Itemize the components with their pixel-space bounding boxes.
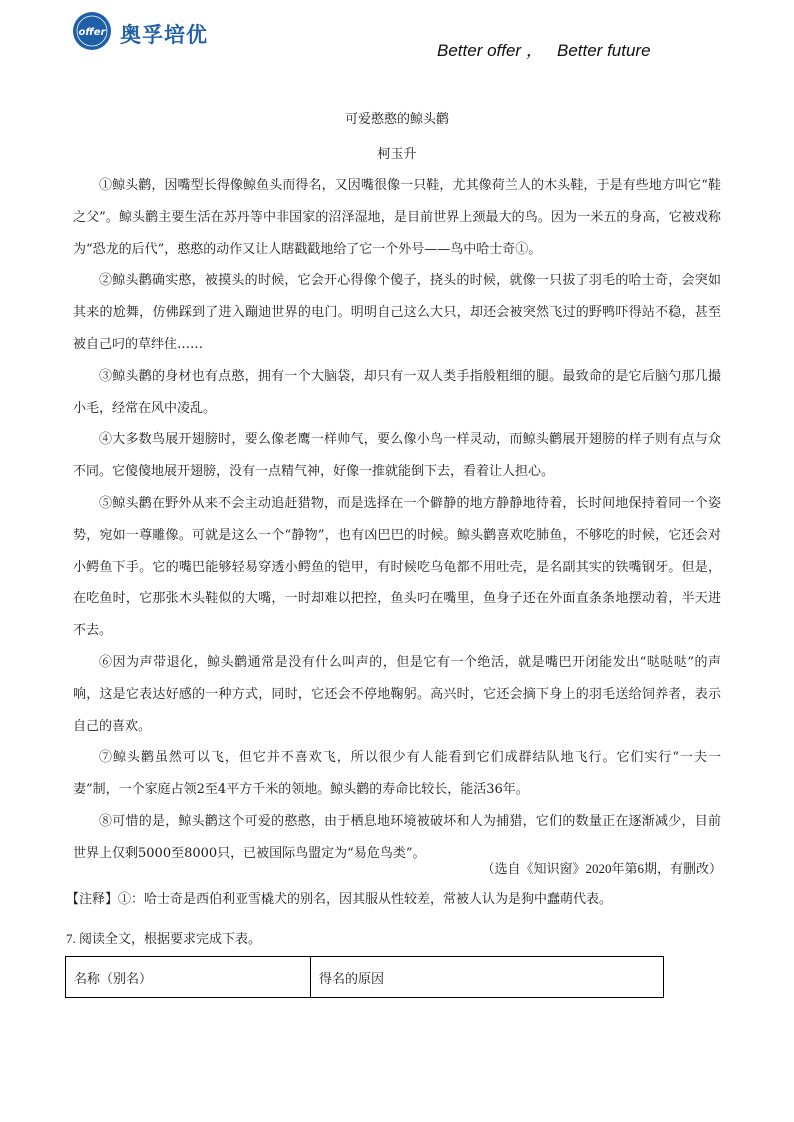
paragraph: ②鲸头鹳确实憨，被摸头的时候，它会开心得像个傻子，挠头的时候，就像一只拔了羽毛的哈士奇，会突如其来的尬舞，仿佛踩到了进入蹦迪世界的电门。明明自己这么大只，却还会被突然飞过的野鸭吓得站不稳，甚至被自己叼的草绊住……: [73, 273, 721, 352]
paragraph: ⑧可惜的是，鲸头鹳这个可爱的憨憨，由于栖息地环境被破坏和人为捕猎，它们的数量正在逐渐减少，目前世界上仅剩5000至8000只，已被国际鸟盟定为“易危鸟类”。: [73, 813, 721, 861]
slogan: Better offer ， Better future: [437, 41, 651, 60]
table-row: [66, 957, 664, 998]
paragraph: ⑥因为声带退化，鲸头鹳通常是没有什么叫声的，但是它有一个绝活，就是嘴巴开闭能发出“哒哒哒”的声响，这是它表达好感的一种方式，同时，它还会不停地鞠躬。高兴时，它还会摘下身上的羽毛送给饲养者，表示自己的喜欢。: [73, 654, 721, 734]
table-header-name: 名称（别名）: [66, 957, 311, 998]
paragraph: ③鲸头鹳的身材也有点憨，拥有一个大脑袋，却只有一双人类手指般粗细的腿。最致命的是它后脑勺那几撮小毛，经常在风中凌乱。: [73, 368, 721, 416]
paragraph: ①鲸头鹳，因嘴型长得像鲸鱼头而得名，又因嘴很像一只鞋，尤其像荷兰人的木头鞋，于是有些地方叫它“鞋之父”。鲸头鹳主要生活在苏丹等中非国家的沼泽湿地，是目前世界上颈最大的鸟。因为一米五的身高，它被戏称为“恐龙的后代”，憨憨的动作又让人瞎戳戳地给了它一个外号——鸟中哈士奇①。: [73, 178, 721, 257]
offer-logo-icon: [72, 11, 112, 51]
paragraph: ④大多数鸟展开翅膀时，要么像老鹰一样帅气，要么像小鸟一样灵动，而鲸头鹳展开翅膀的样子则有点与众不同。它傻傻地展开翅膀，没有一点精气神，好像一推就能倒下去，看着让人担心。: [73, 432, 721, 480]
question-7: 7. 阅读全文，根据要求完成下表。: [66, 931, 262, 946]
footnote: 【注释】①：哈士奇是西伯利亚雪橇犬的别名，因其服从性较差，常被人认为是狗中蠢萌代表。: [66, 891, 613, 906]
article-source: （选自《知识窗》2020年第6期，有删改）: [481, 861, 722, 876]
article-author: 柯玉升: [377, 147, 417, 162]
paragraph: ⑦鲸头鹳虽然可以飞，但它并不喜欢飞，所以很少有人能看到它们成群结队地飞行。它们实行“一夫一妻”制，一个家庭占领2至4平方千米的领地。鲸头鹳的寿命比较长，能活36年。: [73, 750, 721, 798]
table-header-reason: 得名的原因: [311, 957, 664, 998]
answer-table: [65, 956, 664, 998]
article-body: [73, 170, 721, 870]
page-header: [0, 0, 794, 80]
paragraph: ⑤鲸头鹳在野外从来不会主动追赶猎物，而是选择在一个僻静的地方静静地待着，长时间地保持着同一个姿势，宛如一尊雕像。可就是这么一个“静物”，也有凶巴巴的时候。鲸头鹳喜欢吃肺鱼，不够吃的时候，它还会对小鳄鱼下手。它的嘴巴能够轻易穿透小鳄鱼的铠甲，有时候吃乌龟都不用吐壳，是名副其实的铁嘴钢牙。但是，在吃鱼时，它那张木头鞋似的大嘴，一时却难以把控，鱼头叼在嘴里，鱼身子还在外面直条条地摆动着，半天进不去。: [73, 495, 721, 639]
brand-name: 奥孚培优: [120, 23, 208, 47]
logo-text: offer: [78, 27, 106, 38]
article-title: 可爱憨憨的鲸头鹳: [344, 112, 449, 127]
